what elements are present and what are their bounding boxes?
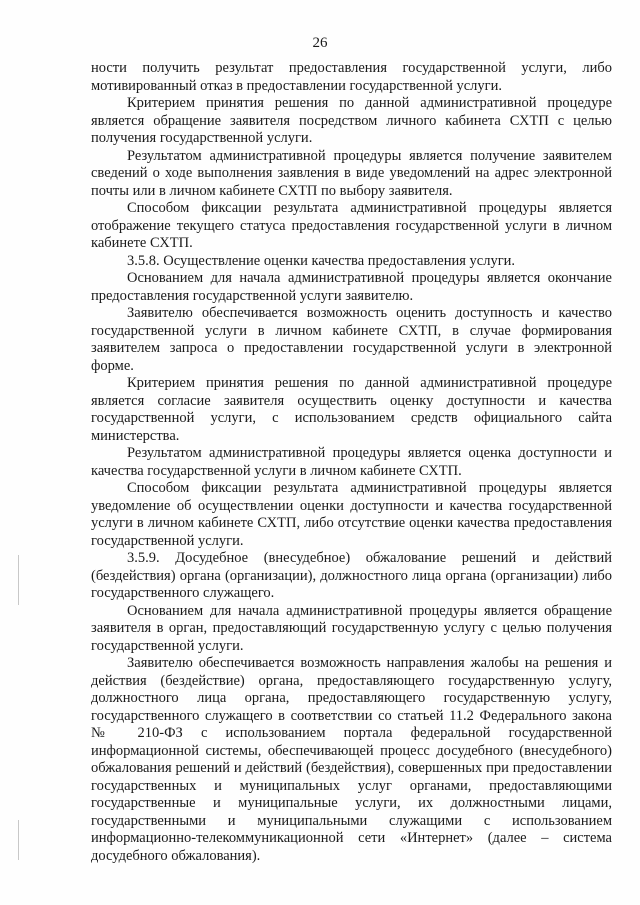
paragraph: Критерием принятия решения по данной административной процедуре является согласие заявителя осуществить оценку доступности и качества государственной услуги, с использованием средств официального сайта министерства.	[91, 375, 612, 444]
paragraph: ности получить результат предоставления государственной услуги, либо мотивированный отказ в предоставлении государственной услуги.	[91, 60, 612, 94]
paragraph: Результатом административной процедуры является получение заявителем сведений о ходе выполнения заявления в виде уведомлений на адрес электронной почты или в личном кабинете СХТП по выбору заявителя.	[91, 147, 612, 199]
document-body	[91, 60, 612, 865]
scan-artifact	[18, 820, 19, 860]
paragraph: Заявителю обеспечивается возможность направления жалобы на решения и действия (бездействие) органа, предоставляющего государственную услугу, должностного лица органа, предоставляющего государственную услугу, государственного служащего в соответствии со статьей 11.2 Федерального закона № 210-ФЗ с использованием портала федеральной государственной информационной системы, обеспечивающей процесс досудебного (внесудебного) обжалования решений и действий (бездействия), совершенных при предоставлении государственных и муниципальных услуг органами, предоставляющими государственные и муниципальные услуги, их должностными лицами, государственными и муниципальными служащими с использованием информационно-телекоммуникационной сети «Интернет» (далее – система досудебного обжалования).	[91, 655, 612, 864]
paragraph: Способом фиксации результата административной процедуры является отображение текущего статуса предоставления государственной услуги в личном кабинете СХТП.	[91, 200, 612, 251]
section-heading: 3.5.9. Досудебное (внесудебное) обжалование решений и действий (бездействия) органа (организации), должностного лица органа (организации) либо государственного служащего.	[91, 550, 612, 601]
scan-artifact	[18, 555, 19, 605]
page-number: 26	[312, 35, 328, 51]
paragraph: Основанием для начала административной процедуры является обращение заявителя в орган, предоставляющий государственную услугу с целью получения государственной услуги.	[91, 602, 612, 654]
paragraph: Основанием для начала административной процедуры является окончание предоставления государственной услуги заявителю.	[91, 270, 612, 304]
paragraph: Заявителю обеспечивается возможность оценить доступность и качество государственной услуги в личном кабинете СХТП, в случае формирования заявителем запроса о предоставлении государственной услуги в электронной форме.	[91, 305, 612, 374]
paragraph: Критерием принятия решения по данной административной процедуре является обращение заявителя посредством личного кабинета СХТП с целью получения государственной услуги.	[91, 95, 612, 146]
paragraph: Результатом административной процедуры является оценка доступности и качества государственной услуги в личном кабинете СХТП.	[91, 445, 612, 479]
paragraph: Способом фиксации результата административной процедуры является уведомление об осуществлении оценки доступности и качества государственной услуги в личном кабинете СХТП, либо отсутствие оценки качества предоставления государственной услуги.	[91, 480, 612, 549]
section-heading: 3.5.8. Осуществление оценки качества предоставления услуги.	[127, 252, 516, 269]
